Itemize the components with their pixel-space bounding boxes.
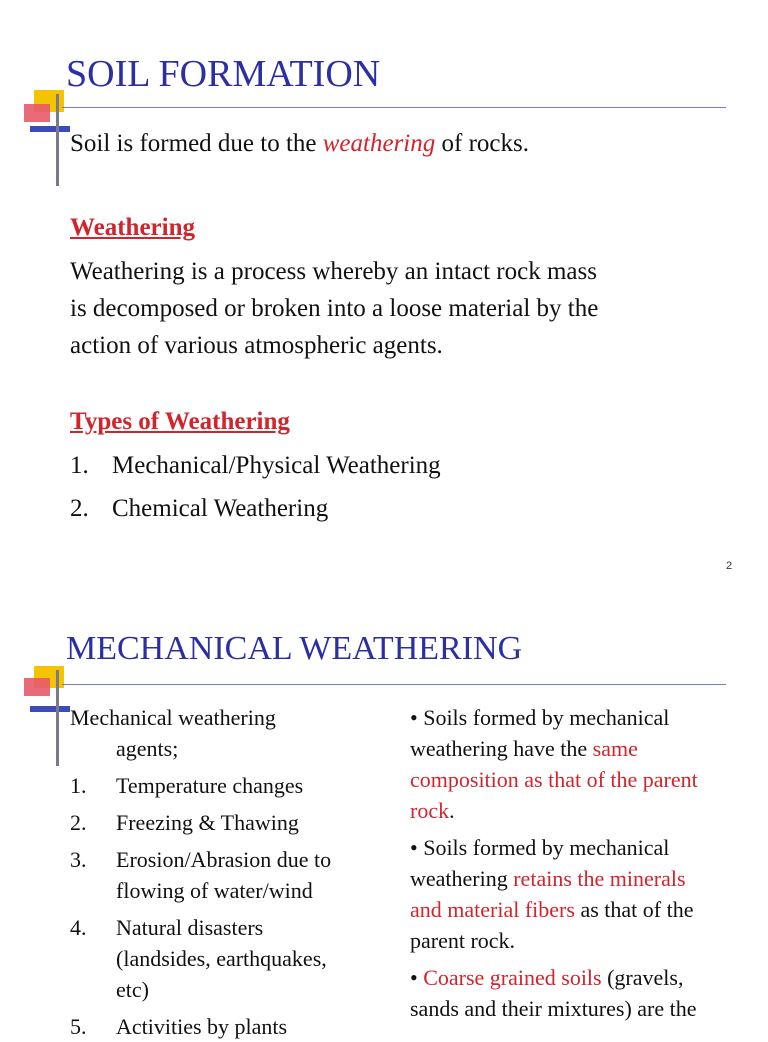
intro-sentence: [70, 130, 529, 158]
decor-vertical-line: [56, 670, 59, 766]
agent-number: 2.: [70, 810, 87, 835]
bullet-line: • Soils formed by mechanical: [410, 835, 670, 860]
weathering-definition-line: action of various atmospheric agents.: [70, 332, 443, 359]
agents-intro-cont: agents;: [116, 736, 179, 761]
agent-text: Erosion/Abrasion due to: [116, 847, 332, 872]
bullet-line: [410, 863, 760, 894]
type-text: Mechanical/Physical Weathering: [112, 452, 441, 479]
agent-item: [70, 844, 400, 906]
bullet-highlight-line: composition as that of the parent: [410, 767, 698, 792]
bullet-text: (gravels,: [601, 965, 684, 990]
agent-item: [70, 770, 400, 801]
type-number: 1.: [70, 452, 89, 479]
decor-blue-bar: [30, 706, 70, 712]
bullet-line: [410, 962, 760, 993]
type-text: Chemical Weathering: [112, 495, 329, 522]
decor-blue-bar: [30, 126, 70, 132]
slide-title: MECHANICAL WEATHERING: [66, 630, 523, 667]
agent-number: 3.: [70, 847, 87, 872]
intro-after: of rocks.: [435, 130, 529, 157]
agents-column: [70, 702, 400, 1042]
bullet-highlight: same: [592, 736, 638, 761]
decor-red-square: [24, 104, 50, 122]
bullet-highlight: retains the minerals: [513, 866, 686, 891]
bullet-highlight: rock: [410, 798, 450, 823]
type-item: [70, 452, 441, 480]
weathering-heading: Weathering: [70, 214, 195, 241]
bullet-text: as that of the: [574, 897, 694, 922]
agent-item: [70, 807, 400, 838]
bullet-line: [410, 795, 760, 826]
slide-mechanical-weathering: [0, 590, 768, 1039]
title-rule: [62, 107, 726, 108]
types-heading: Types of Weathering: [70, 408, 290, 435]
agent-item: [70, 912, 400, 1005]
agent-text: Temperature changes: [116, 773, 304, 798]
agent-number: 1.: [70, 773, 87, 798]
decor-vertical-line: [56, 94, 59, 186]
weathering-definition-line: Weathering is a process whereby an intact rock mass: [70, 258, 597, 285]
type-number: 2.: [70, 495, 89, 522]
weathering-definition-line: is decomposed or broken into a loose material by the: [70, 295, 599, 322]
bullet-line: parent rock.: [410, 928, 516, 953]
bullet-text: weathering: [410, 866, 514, 891]
agents-intro: Mechanical weathering: [70, 705, 276, 730]
properties-column: [410, 702, 760, 1024]
bullet-highlight: Coarse grained soils: [423, 965, 602, 990]
bullet-highlight: and material fibers: [410, 897, 575, 922]
intro-emphasis: weathering: [322, 130, 436, 157]
agent-text: etc): [116, 977, 149, 1002]
page-number: 2: [726, 560, 733, 572]
intro-before: Soil is formed due to the: [70, 130, 323, 157]
agent-number: 5.: [70, 1014, 87, 1039]
type-item: [70, 495, 328, 523]
agent-text: (landsides, earthquakes,: [116, 946, 327, 971]
bullet-text: weathering have the: [410, 736, 593, 761]
bullet-line: [410, 894, 760, 925]
agent-number: 4.: [70, 915, 87, 940]
title-rule: [62, 684, 726, 685]
slide-title: SOIL FORMATION: [66, 53, 381, 95]
bullet-line: sands and their mixtures) are the: [410, 996, 697, 1021]
agent-text: Natural disasters: [116, 915, 264, 940]
agent-text: Activities by plants: [116, 1014, 288, 1039]
bullet-line: • Soils formed by mechanical: [410, 705, 670, 730]
agent-text: Freezing & Thawing: [116, 810, 299, 835]
agent-item: [70, 1011, 400, 1042]
decor-red-square: [24, 678, 50, 696]
bullet-text: •: [410, 965, 424, 990]
bullet-text: .: [449, 798, 455, 823]
bullet-line: [410, 733, 760, 764]
agent-text: flowing of water/wind: [116, 878, 313, 903]
